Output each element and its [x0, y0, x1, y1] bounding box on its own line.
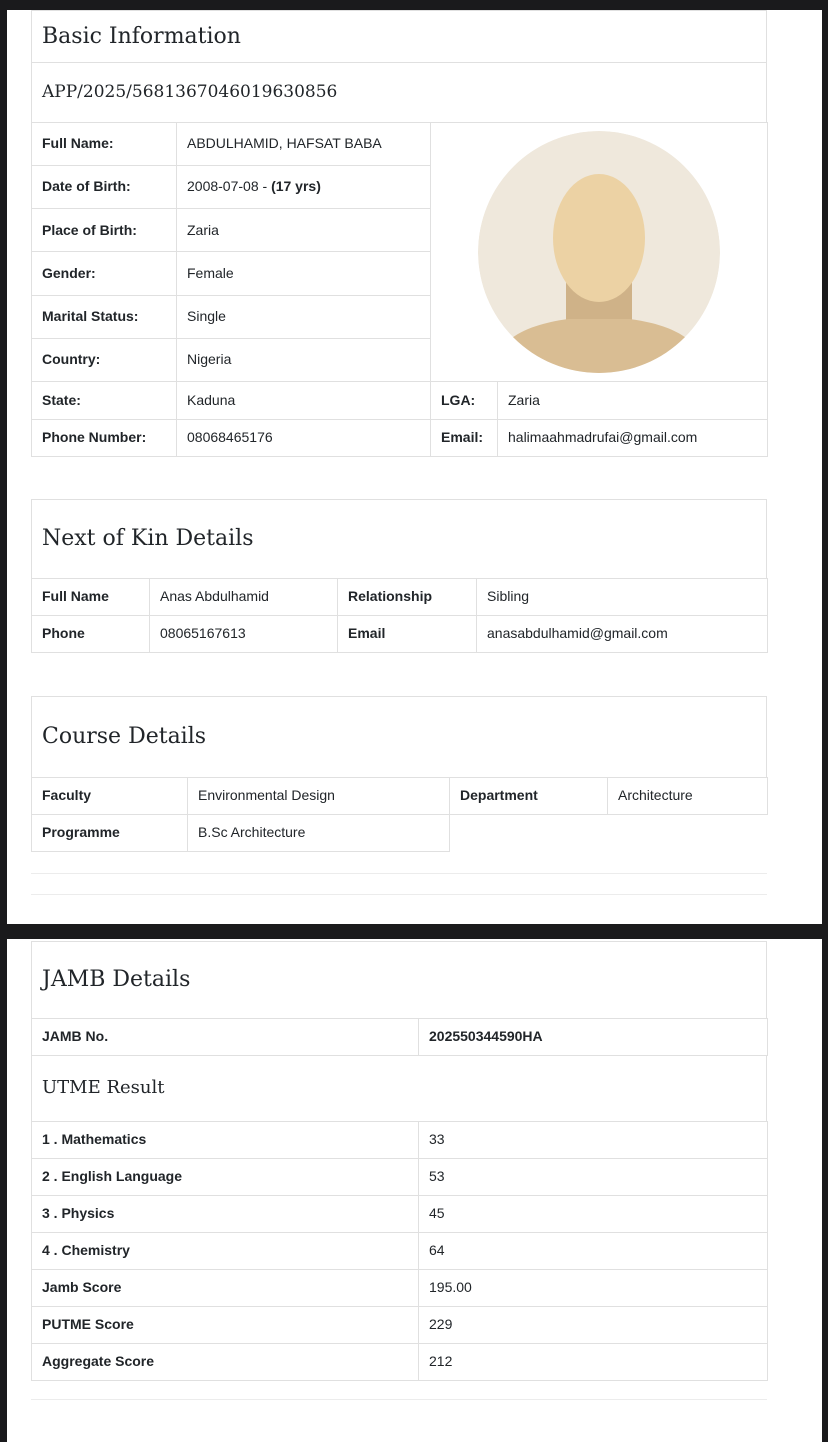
table-row	[32, 1233, 768, 1270]
field-value: Sibling	[477, 579, 768, 616]
application-reference: APP/2025/5681367046019630856	[32, 63, 767, 123]
table-row	[32, 697, 767, 778]
field-value: halimaahmadrufai@gmail.com	[498, 420, 768, 457]
table-row	[32, 1159, 768, 1196]
field-label: Faculty	[32, 778, 188, 815]
section-title-utme-result: UTME Result	[32, 1056, 767, 1122]
table-row	[32, 382, 768, 420]
subject-score: 64	[419, 1233, 768, 1270]
applicant-photo-cell	[431, 123, 768, 382]
field-value: Nigeria	[177, 338, 431, 381]
field-value: 2008-07-08 - (17 yrs)	[177, 166, 431, 209]
table-row	[32, 500, 767, 579]
subject-score: 53	[419, 1159, 768, 1196]
jamb-no-table	[31, 1018, 768, 1056]
table-row	[32, 1122, 768, 1159]
course-table	[31, 777, 768, 852]
subject-label: 1 . Mathematics	[32, 1122, 419, 1159]
field-label: Date of Birth:	[32, 166, 177, 209]
jamb-details-card	[7, 939, 822, 1442]
table-row	[32, 11, 767, 63]
field-label: Country:	[32, 338, 177, 381]
field-label: Marital Status:	[32, 295, 177, 338]
basic-information-card	[7, 10, 822, 924]
table-row	[32, 420, 768, 457]
subject-label: 4 . Chemistry	[32, 1233, 419, 1270]
section-divider	[31, 894, 767, 895]
field-label: Email	[338, 616, 477, 653]
next-of-kin-table	[31, 578, 768, 653]
field-value: Single	[177, 295, 431, 338]
section-title-jamb-details: JAMB Details	[32, 942, 767, 1019]
utme-result-table	[31, 1121, 768, 1381]
section-title-basic-information: Basic Information	[32, 11, 767, 63]
application-ref-table	[31, 62, 767, 123]
basic-info-table	[31, 122, 768, 457]
field-value: Kaduna	[177, 382, 431, 420]
table-row	[32, 63, 767, 123]
field-label: Phone	[32, 616, 150, 653]
field-value: Zaria	[177, 209, 431, 252]
subject-label: 3 . Physics	[32, 1196, 419, 1233]
score-label: Jamb Score	[32, 1270, 419, 1307]
next-of-kin-title-table	[31, 499, 767, 579]
field-label: Full Name	[32, 579, 150, 616]
subject-score: 45	[419, 1196, 768, 1233]
jamb-title-table	[31, 941, 767, 1019]
field-label: LGA:	[431, 382, 498, 420]
field-label: Programme	[32, 815, 188, 852]
field-label: Place of Birth:	[32, 209, 177, 252]
section-title-course-details: Course Details	[32, 697, 767, 778]
course-title-table	[31, 696, 767, 778]
field-value: Environmental Design	[188, 778, 450, 815]
field-label: Email:	[431, 420, 498, 457]
empty-cell	[450, 815, 608, 852]
field-value: Female	[177, 252, 431, 295]
person-icon	[478, 131, 720, 373]
field-label: Relationship	[338, 579, 477, 616]
table-row	[32, 1307, 768, 1344]
section-title-next-of-kin: Next of Kin Details	[32, 500, 767, 579]
field-value: Architecture	[608, 778, 768, 815]
field-label: Department	[450, 778, 608, 815]
table-row	[32, 815, 768, 852]
field-label: JAMB No.	[32, 1019, 419, 1056]
table-row	[32, 616, 768, 653]
field-value: 202550344590HA	[419, 1019, 768, 1056]
score-value: 195.00	[419, 1270, 768, 1307]
table-row	[32, 942, 767, 1019]
field-value: anasabdulhamid@gmail.com	[477, 616, 768, 653]
table-row	[32, 1196, 768, 1233]
subject-score: 33	[419, 1122, 768, 1159]
table-row	[32, 1056, 767, 1122]
table-row	[32, 579, 768, 616]
section-divider	[31, 873, 767, 874]
empty-cell	[608, 815, 768, 852]
field-value: 08068465176	[177, 420, 431, 457]
field-label: Full Name:	[32, 123, 177, 166]
field-label: State:	[32, 382, 177, 420]
subject-label: 2 . English Language	[32, 1159, 419, 1196]
table-row	[32, 1344, 768, 1381]
score-label: PUTME Score	[32, 1307, 419, 1344]
table-row	[32, 1270, 768, 1307]
section-divider	[31, 1399, 767, 1400]
table-row	[32, 123, 768, 166]
score-value: 212	[419, 1344, 768, 1381]
field-value: ABDULHAMID, HAFSAT BABA	[177, 123, 431, 166]
utme-title-table	[31, 1055, 767, 1122]
score-value: 229	[419, 1307, 768, 1344]
basic-info-title-table	[31, 10, 767, 63]
avatar	[431, 123, 767, 381]
table-row	[32, 778, 768, 815]
table-row	[32, 1019, 768, 1056]
field-value: 08065167613	[150, 616, 338, 653]
score-label: Aggregate Score	[32, 1344, 419, 1381]
field-label: Gender:	[32, 252, 177, 295]
field-value: Anas Abdulhamid	[150, 579, 338, 616]
field-value: Zaria	[498, 382, 768, 420]
field-value: B.Sc Architecture	[188, 815, 450, 852]
field-label: Phone Number:	[32, 420, 177, 457]
